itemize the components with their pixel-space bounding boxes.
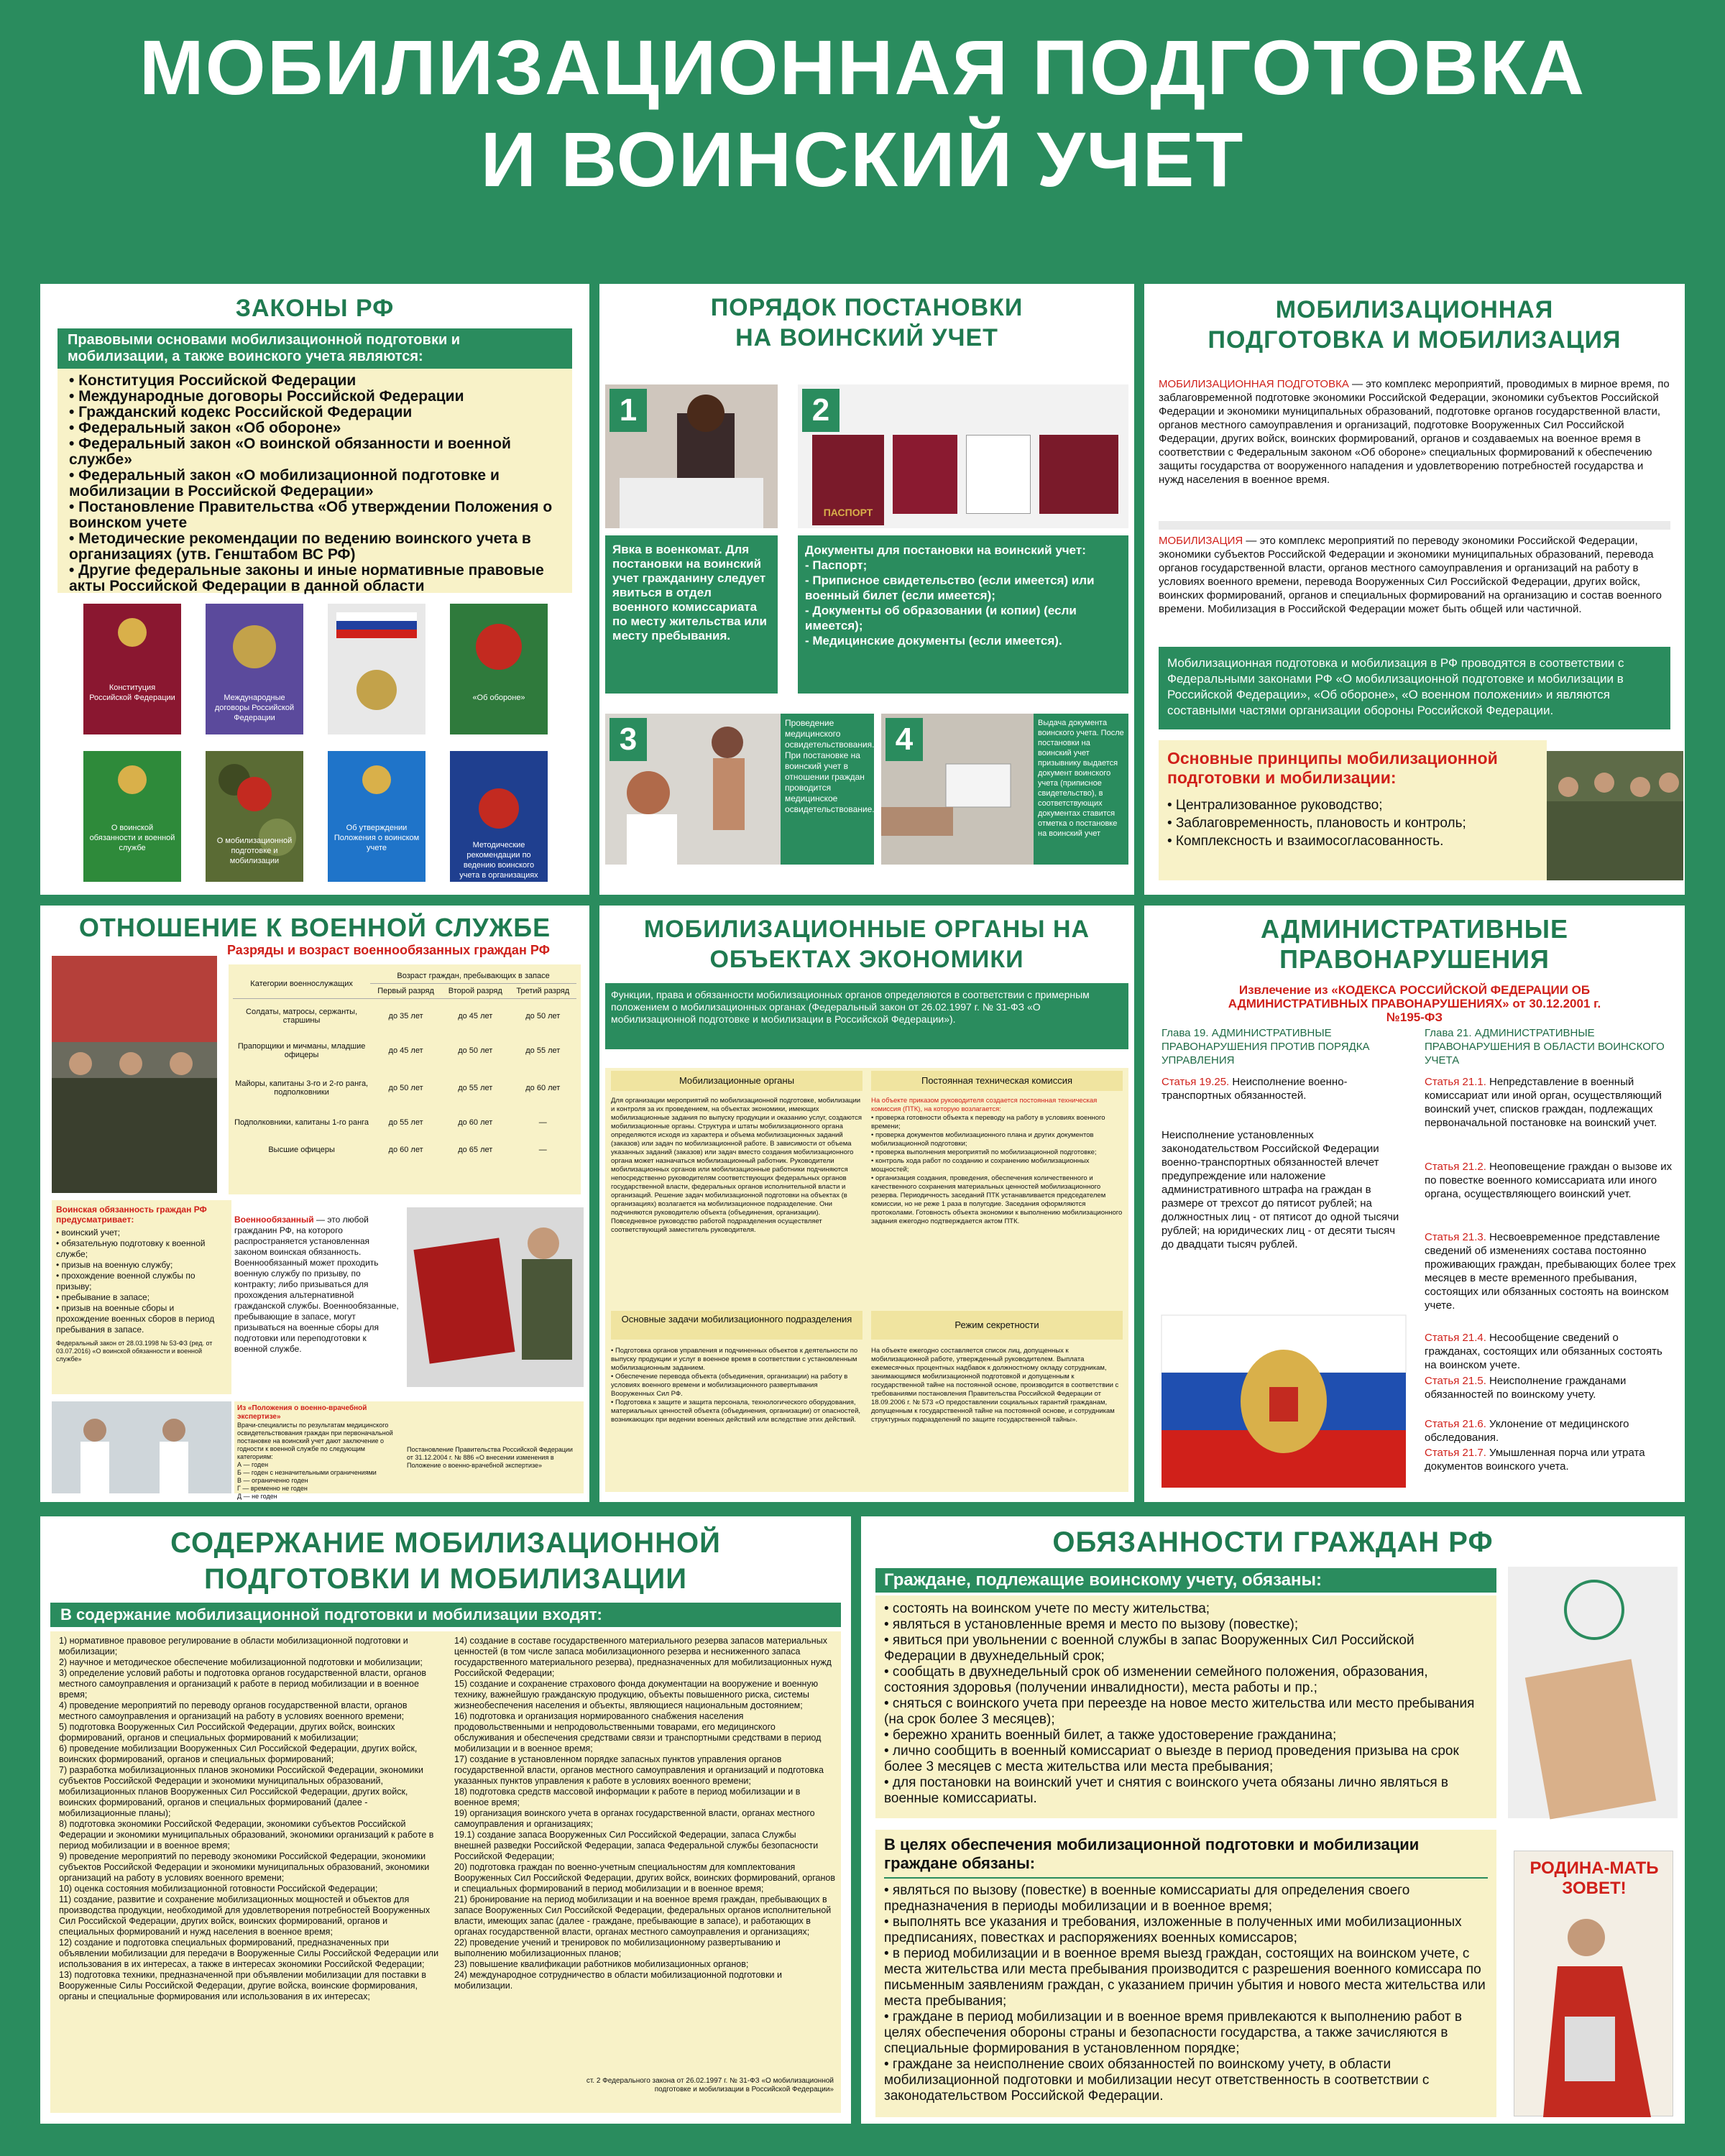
- article-number: Статья 19.25.: [1162, 1076, 1230, 1088]
- table-row: [233, 1137, 576, 1163]
- flag-icon: [328, 604, 426, 734]
- document-icon: [1039, 435, 1118, 514]
- duty-item: • бережно хранить военный билет, а также удостоверение гражданина;: [884, 1728, 1337, 1743]
- medical-commission-photo: [52, 1401, 231, 1493]
- laws-panel: [40, 284, 589, 895]
- duty-item: • лично сообщить в военный комиссариат о выезде в период проведения призыва на срок более 3 месяцев с места жительства или места пребывания;: [884, 1743, 1459, 1774]
- duties-bar-1: Граждане, подлежащие воинскому учету, обязаны:: [875, 1568, 1496, 1593]
- table-cell: до 60 лет: [388, 1145, 423, 1154]
- article-text: Неоповещение граждан о вызове их по повестке военного комиссариата или иного органа, осуществляющего воинский учет.: [1425, 1161, 1673, 1200]
- step1-text: Явка в военкомат. Для постановки на воинский учет гражданину следует явиться в отдел военного комиссариата по месту жительства или месту пребывания.: [605, 535, 778, 694]
- table-cell: до 55 лет: [388, 1118, 423, 1127]
- duty-law: Федеральный закон от 28.03.1998 № 53-ФЗ (ред. от 03.07.2016) «О воинской обязанности и военной службе»: [56, 1340, 213, 1363]
- definition-text: — это комплекс мероприятий по переводу экономики Российской Федерации, экономики субъектов Российской Федерации и экономики муниципальных образований, перевода органов государственной власти, органов местного самоуправления и организаций на работу в условиях военного времени, перевода Вооруженных Сил Российской Федерации, других войск, воинских формирований, органов и специальных формирований на организацию и состав военного времени. Мобилизация в Российской Федерации может быть общей или частичной.: [1159, 535, 1662, 615]
- organs-text: Для организации мероприятий по мобилизационной подготовке, мобилизации и контроля за их проведением, на объектах экономики, имеющих мобилизационные задания по выпуску продукции и оказанию услуг, создаются мобилизационные органы. Структура и штаты мобилизационного органа определяются исходя из характера и объема мобилизационных заданий (заказов) или задач по мобилизационной работе. В зависимости от объема указанных заданий (заказов) или задач вместо создания мобилизационного органа может назначаться мобилизационный работник. Руководители мобилизационных органов или мобилизационные работники подчиняются непосредственно руководителям соответствующих федеральных органов государственной власти, федеральных органов исполнительной власти и организаций. Решение задач мобилизационной подготовки на объектах (в организациях) возлагается на мобилизационное подразделение. Они подчиняются руководителю объекта (объединения, организации). Повседневное руководство работой подразделения осуществляет соответствующий заместитель руководителя.: [611, 1097, 862, 1234]
- step3-photo: [605, 714, 781, 865]
- book-recommendations: [450, 751, 548, 882]
- article-number: Статья 21.5.: [1425, 1375, 1486, 1387]
- articles-21: [1425, 1075, 1676, 1475]
- article-21-6: [1425, 1417, 1676, 1446]
- admin-title: АДМИНИСТРАТИВНЫЕ ПРАВОНАРУШЕНИЯ: [1261, 914, 1568, 974]
- table-row: [233, 1108, 576, 1137]
- book-label: Конституция Российской Федерации: [89, 683, 175, 702]
- military-id-icon: [407, 1207, 584, 1387]
- book-label: Международные договоры Российской Федерации: [214, 694, 295, 722]
- article-21-7: [1425, 1446, 1676, 1475]
- article-text: Несообщение сведений о гражданах, состоящих или обязанных состоять на воинском учете.: [1425, 1332, 1662, 1371]
- book-military-duty: [83, 751, 181, 882]
- article-21-3: [1425, 1230, 1676, 1331]
- law-item: • Другие федеральные законы и иные нормативные правовые акты Российской Федерации в данной области: [69, 562, 544, 594]
- table-header: Второй разряд: [441, 984, 510, 999]
- duty-item: • граждане в период мобилизации и в военное время привлекаются к выполнению работ в целях обеспечения обороны страны и безопасности государства, а также зачисляются в специальные формирования в установленном порядке;: [884, 2009, 1462, 2056]
- organs-header: Мобилизационные органы: [611, 1071, 862, 1091]
- mobilization-panel: [1144, 284, 1685, 895]
- law-item: • Постановление Правительства «Об утверждении Положения о воинском учете: [69, 499, 553, 531]
- organs-text: • Подготовка органов управления и подчиненных объектов к деятельности по выпуску продукции и услуг в военное время в соответствии с установленным мобилизационным заданием. • Обеспечение перевода объекта (объединения, организации) на работу в условиях военного времени и мобилизационного развертывания Вооруженных Сил РФ. • Подготовка к защите и защита персонала, технологического оборудования, материальных ценностей объекта (объединения, организации) от опасностей, возникающих при ведении военных действий или вследствие этих действий.: [611, 1347, 861, 1424]
- table-cell: до 65 лет: [458, 1145, 493, 1154]
- table-cell: до 45 лет: [388, 1046, 423, 1055]
- law-item: • Гражданский кодекс Российской Федерации: [69, 404, 413, 420]
- duty-item: • являться в установленные время и место по вызову (повестке);: [884, 1617, 1299, 1632]
- table-cell: Майоры, капитаны 3-го и 2-го ранга, подполковники: [235, 1079, 369, 1097]
- book-constitution: [83, 604, 181, 734]
- content-body: [50, 1631, 841, 2113]
- step2-text: Документы для постановки на воинский учет: - Паспорт; - Приписное свидетельство (если имеется) или военный билет (если имеется); - Документы об образовании (и копии) (если имеется); - Медицинские документы (если имеется).: [798, 535, 1128, 694]
- organs-header: Режим секретности: [871, 1311, 1123, 1340]
- book-label: О мобилизационной подготовке и мобилизации: [216, 837, 293, 865]
- term-highlight: МОБИЛИЗАЦИОННАЯ ПОДГОТОВКА: [1159, 378, 1349, 390]
- organs-header: Основные задачи мобилизационного подразделения: [611, 1311, 862, 1340]
- chapter-19: Глава 19. АДМИНИСТРАТИВНЫЕ ПРАВОНАРУШЕНИЯ ПРОТИВ ПОРЯДКА УПРАВЛЕНИЯ: [1162, 1027, 1370, 1067]
- emblem-icon: [83, 751, 181, 882]
- content-panel: [40, 1516, 851, 2124]
- passport-icon: ПАСПОРТ: [812, 435, 884, 525]
- table-cell: до 60 лет: [525, 1083, 561, 1092]
- organs-header: Постоянная техническая комиссия: [871, 1071, 1123, 1091]
- page-title-line2: И ВОИНСКИЙ УЧЕТ: [480, 116, 1245, 203]
- duty-text: • воинский учет; • обязательную подготовку к военной службе; • призыв на военную службу; • прохождение военной службы по призыву; • пребывание в запасе; • призыв на военные сборы и прохождение военных сборов в период пребывания в запасе.: [56, 1227, 215, 1335]
- definition-text: — это комплекс мероприятий, проводимых в мирное время, по заблаговременной подготовке экономики Российской Федерации, экономики субъектов Российской Федерации и экономики муниципальных образований, подготовке органов государственной власти, органов местного самоуправления и организаций, подготовке Вооруженных Сил Российской Федерации, других войск, воинских формирований, органов и создаваемых на военное время в соответствии с Федеральным законом «Об обороне» специальных формирований к обеспечению защиты государства от вооруженного нападения и удовлетворению потребностей государства и нужд населения в военное время.: [1159, 378, 1670, 486]
- duty-box: [52, 1200, 231, 1394]
- table-cell: до 60 лет: [458, 1118, 493, 1127]
- exam-title: Из «Положения о военно-врачебной экспертизе»: [237, 1404, 367, 1421]
- duty-item: • явиться при увольнении с военной службы в запас Вооруженных Сил Российской Федерации в двухнедельный срок;: [884, 1633, 1414, 1664]
- duty-item: • в период мобилизации и в военное время выезд граждан, состоящих на воинском учете, с места жительства или места пребывания производится с разрешения военного комиссара по письменным заявлениям граждан, с указанием причин убытия и нового места жительства или места пребывания;: [884, 1946, 1486, 2009]
- service-title: ОТНОШЕНИЕ К ВОЕННОЙ СЛУЖБЕ: [78, 913, 551, 942]
- step4-photo: [881, 714, 1034, 865]
- table-cell: —: [538, 1118, 547, 1127]
- duty-item: • выполнять все указания и требования, изложенные в полученных ими мобилизационных предписаниях, повестках и распоряжениях военных комиссаров;: [884, 1915, 1462, 1945]
- table-cell: до 45 лет: [458, 1011, 493, 1021]
- table-cell: Солдаты, матросы, сержанты, старшины: [246, 1007, 358, 1025]
- principle-item: • Централизованное руководство;: [1167, 798, 1383, 813]
- article-19-25: [1162, 1075, 1406, 1102]
- article-number: Статья 21.6.: [1425, 1418, 1486, 1430]
- step2-photo: [798, 384, 1128, 528]
- duties-list-1: [875, 1595, 1496, 1818]
- duty-item: • для постановки на воинский учет и снятия с воинского учета обязаны лично являться в военные комиссариаты.: [884, 1775, 1449, 1806]
- principles-title: Основные принципы мобилизационной подготовки и мобилизации:: [1167, 749, 1498, 787]
- russian-flag: [1162, 1315, 1406, 1488]
- principles-box: [1159, 740, 1547, 880]
- article-19-25-text: Неисполнение установленных законодательством Российской Федерации военно-транспортных обязанностей влечет предупреждение или наложение административного штрафа на граждан в размере от трехсот до пятисот рублей; на должностных лиц - от пятисот до одной тысячи рублей; на юридических лиц - от десяти тысяч до двадцати тысяч рублей.: [1162, 1129, 1399, 1250]
- article-text: Непредставление в военный комиссариат или иной орган, осуществляющий воинский учет, списков граждан, подлежащих первоначальной постановке на воинский учет.: [1425, 1076, 1662, 1129]
- step3-text: Проведение медицинского освидетельствования. При постановке на воинский учет в отношении граждан проводится медицинское освидетельствование.: [781, 714, 874, 865]
- duty-item: • сняться с воинского учета при переезде на новое место жительства или место пребывания (на срок более 3 месяцев);: [884, 1696, 1475, 1727]
- duties-list-2-box: [875, 1830, 1496, 2117]
- principle-item: • Комплексность и взаимосогласованность.: [1167, 834, 1444, 849]
- doctors-icon: [52, 1401, 231, 1493]
- law-item: • Федеральный закон «О мобилизационной подготовке и мобилизации в Российской Федерации»: [69, 467, 500, 499]
- content-law: ст. 2 Федерального закона от 26.02.1997 г. № 31-ФЗ «О мобилизационной подготовке и мобилизации в Российской Федерации»: [586, 2077, 834, 2093]
- table-header: Первый разряд: [370, 984, 441, 999]
- table-header: Категории военнослужащих: [233, 969, 370, 999]
- military-id-icon: [1508, 1567, 1678, 1818]
- definition-text: — это любой гражданин РФ, на которого распространяется установленная законом воинская обязанность. Военнообязанный может проходить военную службу по призыву, по контракту; либо призываться для прохождения альтернативной гражданской службы. Военнообязанные, пребывающие в запасе, могут призываться на военные сборы для подготовки или переподготовки к военной службе.: [234, 1215, 399, 1354]
- organs-grid: [605, 1068, 1128, 1492]
- table-cell: —: [538, 1145, 547, 1154]
- page-title-line1: МОБИЛИЗАЦИОННАЯ ПОДГОТОВКА: [139, 24, 1586, 111]
- emblem-icon: [328, 751, 426, 882]
- term-highlight: МОБИЛИЗАЦИЯ: [1159, 535, 1243, 547]
- duties-list-2: [884, 1883, 1488, 2104]
- article-number: Статья 21.3.: [1425, 1231, 1486, 1243]
- mob-definition-1: [1159, 377, 1670, 487]
- military-service-panel: [40, 906, 589, 1502]
- book-mobilization: [206, 751, 303, 882]
- content-title: СОДЕРЖАНИЕ МОБИЛИЗАЦИОННОЙ ПОДГОТОВКИ И МОБИЛИЗАЦИИ: [170, 1527, 721, 1595]
- mobilization-organs-panel: [599, 906, 1134, 1502]
- content-bar: В содержание мобилизационной подготовки и мобилизации входят:: [50, 1603, 841, 1627]
- table-cell: Высшие офицеры: [268, 1145, 335, 1154]
- article-21-5: [1425, 1374, 1676, 1417]
- service-subtitle: Разряды и возраст военнообязанных граждан РФ: [227, 943, 550, 957]
- order-title: ПОРЯДОК ПОСТАНОВКИ НА ВОИНСКИЙ УЧЕТ: [710, 294, 1024, 351]
- article-text: Неисполнение военно-транспортных обязанностей.: [1162, 1076, 1348, 1102]
- law-item: • Федеральный закон «О воинской обязанности и военной службе»: [69, 436, 511, 468]
- step-number: 4: [886, 718, 923, 761]
- book-regulation: [328, 751, 426, 882]
- table-cell: Подполковники, капитаны 1-го ранга: [234, 1118, 369, 1127]
- law-item: • Федеральный закон «Об обороне»: [69, 420, 341, 436]
- principles-list: [1167, 796, 1538, 850]
- table-header: Возраст граждан, пребывающих в запасе: [370, 969, 576, 984]
- mob-title: МОБИЛИЗАЦИОННАЯ ПОДГОТОВКА И МОБИЛИЗАЦИЯ: [1208, 296, 1622, 354]
- table-cell: до 50 лет: [388, 1083, 423, 1092]
- table-header: Третий разряд: [510, 984, 576, 999]
- duties-bar-2: В целях обеспечения мобилизационной подготовки и мобилизации граждане обязаны:: [884, 1835, 1488, 1879]
- article-number: Статья 21.4.: [1425, 1332, 1486, 1344]
- content-column-1: 1) нормативное правовое регулирование в области мобилизационной подготовки и мобилизации; 2) научное и методическое обеспечение мобилизационной подготовки и мобилизации; 3) определение условий работы и подготовка органов государственной власти, органов местного самоуправления и организаций к работе в период мобилизации и в военное время; 4) проведение мероприятий по переводу органов государственной власти, органов местного самоуправления и организаций на работу в условиях военного времени; 5) подготовка Вооруженных Сил Российской Федерации, других войск, воинских формирований, органов и специальных формирований к мобилизации; 6) проведение мобилизации Вооруженных Сил Российской Федерации, других войск, воинских формирований, органов и специальных формирований; 7) разработка мобилизационных планов экономики Российской Федерации, экономики субъектов Российской Федерации и экономики муниципальных образований, мобилизационных планов Вооруженных Сил Российской Федерации, других войск, воинских формирований, органов и специальных формирований (далее - мобилизационные планы); 8) подготовка экономики Российской Федерации, экономики субъектов Российской Федерации и экономики муниципальных образований, экономики организаций к работе в период мобилизации и в военное время; 9) проведение мероприятий по переводу экономики Российской Федерации, экономики субъектов Российской Федерации и экономики муниципальных образований, экономики организаций на работу в условиях военного времени; 10) оценка состояния мобилизационной готовности Российской Федерации; 11) создание, развитие и сохранение мобилизационных мощностей и объектов для производства продукции, необходимой для удовлетворения потребностей Вооруженных Сил Российской Федерации, других войск, воинских формирований, органов и специальных формирований и нужд населения в военное время; 12) создание и подготовка специальных формирований, предназначенных при объявлении мобилизации для передачи в Вооруженные Силы Российской Федерации или использования в их интересах, а также в интересах экономики Российской Федерации; 13) подготовка техники, предназначенной при объявлении мобилизации для поставки в Вооруженные Силы Российской Федерации, другие войска, воинские формирования, органы и специальные формирования или использования в их интересах;: [59, 1636, 439, 2001]
- table-cell: до 55 лет: [525, 1046, 561, 1055]
- step-number: 1: [610, 389, 647, 432]
- article-21-2: [1425, 1160, 1676, 1230]
- table-cell: до 50 лет: [458, 1046, 493, 1055]
- organs-text: На объекте ежегодно составляется список лиц, допущенных к мобилизационной работе, утвержденный руководителем. Выплата ежемесячных процентных надбавок к должностному окладу сотрудникам, занимающимся мобилизационной подготовкой и допущенным к государственной тайне на постоянной основе, производится в соответствии с требованиями постановления Правительства Российской Федерации от 18.09.2006 г. № 573 «О предоставлении социальных гарантий гражданам, допущенным к государственной тайне на постоянной основе, и сотрудникам структурных подразделений по защите государственной тайны».: [871, 1347, 1119, 1424]
- organs-text: [871, 1097, 1123, 1305]
- law-item: • Конституция Российской Федерации: [69, 372, 356, 389]
- article-number: Статья 21.2.: [1425, 1161, 1486, 1173]
- flag-emblem-icon: [1162, 1315, 1406, 1488]
- table-row: [233, 999, 576, 1033]
- ptk-duties: • проверка готовности объекта к переводу на работу в условиях военного времени; • проверка документов мобилизационного плана и других документов мобилизационной подготовки; • проверка выполнения мероприятий по мобилизационной подготовке; • контроль хода работ по созданию и сохранению мобилизационных мощностей; • организация создания, проведения, обеспечения количественного и качественного сохранения материальных ценностей мобилизационного резерва. Периодичность заседаний ПТК устанавливается председателем комиссии, но не реже 1 раза в полугодие. Заседания оформляются протоколами. Готовность объекта экономики к выполнению мобилизационного задания ежегодно подтверждается актом ПТК.: [871, 1114, 1123, 1225]
- article-number: Статья 21.7.: [1425, 1447, 1486, 1459]
- duty-item: • состоять на воинском учете по месту жительства;: [884, 1601, 1210, 1616]
- law-item: • Методические рекомендации по ведению воинского учета в организациях (утв. Генштабом ВС РФ): [69, 530, 531, 563]
- motherland-poster: [1514, 1851, 1673, 2116]
- table-cell: до 55 лет: [458, 1083, 493, 1092]
- organs-title: МОБИЛИЗАЦИОННЫЕ ОРГАНЫ НА ОБЪЕКТАХ ЭКОНОМИКИ: [643, 916, 1090, 973]
- chapter-21: Глава 21. АДМИНИСТРАТИВНЫЕ ПРАВОНАРУШЕНИЯ В ОБЛАСТИ ВОИНСКОГО УЧЕТА: [1425, 1027, 1665, 1067]
- article-text: Уклонение от медицинского обследования.: [1425, 1418, 1629, 1444]
- content-column-2: 14) создание в составе государственного материального резерва запасов материальных ценностей (в том числе запаса мобилизационного резерва и несниженного запаса государственного материального резерва), предназначенных для мобилизационных нужд Российской Федерации; 15) создание и сохранение страхового фонда документации на вооружение и военную технику, важнейшую гражданскую продукцию, объекты повышенного риска, системы жизнеобеспечения населения и объекты, являющиеся национальным достоянием; 16) подготовка и организация нормированного снабжения населения продовольственными и непродовольственными товарами, его медицинского обслуживания и обеспечения средствами связи и транспортными средствами в период мобилизации и в военное время; 17) создание в установленном порядке запасных пунктов управления органов государственной власти, органов местного самоуправления и организаций и подготовка указанных пунктов управления к работе в условиях военного времени; 18) подготовка средств массовой информации к работе в период мобилизации и в военное время; 19) организация воинского учета в органах государственной власти, органах местного самоуправления и организациях; 19.1) создание запаса Вооруженных Сил Российской Федерации, запаса Службы внешней разведки Российской Федерации, запаса Федеральной службы безопасности Российской Федерации; 20) подготовка граждан по военно-учетным специальностям для комплектования Вооруженных Сил Российской Федерации, других войск, воинских формирований, органов и специальных формирований в период мобилизации и в военное время; 21) бронирование на период мобилизации и на военное время граждан, пребывающих в запасе Вооруженных Сил Российской Федерации, федеральных органов исполнительной власти, имеющих запас (далее - граждане, пребывающие в запасе), и работающих в органах государственной власти, органах местного самоуправления и организациях; 22) проведение учений и тренировок по мобилизационному развертыванию и выполнению мобилизационных планов; 23) повышение квалификации работников мобилизационных органов; 24) международное сотрудничество в области мобилизационной подготовки и мобилизации.: [454, 1636, 835, 1991]
- duty-item: • граждане за неисполнение своих обязанностей по воинскому учету, в области мобилизационной подготовки и мобилизации несут ответственность в соответствии с законодательством Российской Федерации.: [884, 2057, 1430, 2104]
- citizens-duties-panel: [861, 1516, 1685, 2124]
- military-id-hand-photo: [1508, 1567, 1678, 1818]
- ranks-table-box: [229, 964, 581, 1194]
- emblem-icon: [450, 604, 548, 734]
- admin-extract: Извлечение из «КОДЕКСА РОССИЙСКОЙ ФЕДЕРАЦИИ ОБ АДМИНИСТРАТИВНЫХ ПРАВОНАРУШЕНИЯХ» от 30.12.2001 г. №195-ФЗ: [1228, 983, 1601, 1024]
- exam-law: Постановление Правительства Российской Федерации от 31.12.2004 г. № 886 «О внесении изменения в Положение о военно-врачебной экспертизе»: [407, 1446, 573, 1469]
- book-label: Об утверждении Положения о воинском учете: [334, 824, 420, 852]
- step4-text: Выдача документа воинского учета. После постановки на воинский учет призывнику выдается документ воинского учета (приписное свидетельство), в соответствующих документах ставится отметка о постановке на воинский учет: [1034, 714, 1128, 865]
- step-number: 2: [802, 389, 840, 432]
- book-label: «Об обороне»: [472, 694, 525, 702]
- soldiers-photo: [1547, 751, 1683, 880]
- mob-definition-2: [1159, 521, 1670, 650]
- article-text: Умышленная порча или утрата документов воинского учета.: [1425, 1447, 1645, 1473]
- duty-title: Воинская обязанность граждан РФ предусматривает:: [56, 1204, 207, 1225]
- soldiers-parade-photo: [52, 956, 217, 1193]
- book-civil-code: [328, 604, 426, 734]
- page-title: [0, 22, 1725, 206]
- step1-photo: [605, 384, 778, 528]
- article-text: Несвоевременное представление сведений об изменениях состава постоянно проживающих граждан, пребывающих более трех месяцев в месте временного пребывания, состоящих или обязанных состоять на воинском учете.: [1425, 1231, 1676, 1312]
- exam-text: Врачи-специалисты по результатам медицинского освидетельствования граждан при первоначальной постановке на воинский учет дают заключение о годности к военной службе по следующим категориям: А — годен Б — годен с незначительными ограничениями В — ограниченно годен Г — временно не годен Д — не годен: [237, 1422, 393, 1500]
- duty-item: • сообщать в двухнедельный срок об изменении семейного положения, образования, состояния здоровья (получении инвалидности), места работы и пр.;: [884, 1664, 1428, 1695]
- document-icon: [966, 435, 1031, 514]
- book-treaties: [206, 604, 303, 734]
- admin-offenses-panel: [1144, 906, 1685, 1502]
- book-defense: [450, 604, 548, 734]
- article-21-4: [1425, 1331, 1676, 1374]
- liable-definition: [234, 1215, 400, 1401]
- article-text: Неисполнение гражданами обязанностей по воинскому учету.: [1425, 1375, 1627, 1401]
- table-row: [233, 1068, 576, 1108]
- soldiers-icon: [1547, 751, 1683, 880]
- table-cell: Прапорщики и мичманы, младшие офицеры: [237, 1041, 366, 1059]
- duty-item: • являться по вызову (повестке) в военные комиссариаты для определения своего предназначения в периоды мобилизации и в военное время;: [884, 1883, 1410, 1914]
- law-item: • Международные договоры Российской Федерации: [69, 388, 464, 405]
- table-cell: до 50 лет: [525, 1011, 561, 1021]
- soldiers-icon: [52, 956, 217, 1193]
- organs-intro: Функции, права и обязанности мобилизационных органов определяются в соответствии с примерным положением о мобилизационных органах (Федеральный закон от 26.02.1997 г. № 31-ФЗ «О мобилизационной подготовке и мобилизации в Российской Федерации»).: [605, 983, 1128, 1049]
- military-id-photo: [407, 1207, 584, 1387]
- mob-laws-box: Мобилизационная подготовка и мобилизация в РФ проводятся в соответствии с Федеральными законами РФ «О мобилизационной подготовке и мобилизации в Российской Федерации», «Об обороне», «О военном положении» и являются составными частями организации обороны Российской Федерации.: [1159, 647, 1670, 729]
- document-icon: [893, 435, 957, 514]
- duties-title: ОБЯЗАННОСТИ ГРАЖДАН РФ: [1052, 1526, 1494, 1558]
- registration-order-panel: [599, 284, 1134, 895]
- laws-list: [58, 369, 572, 593]
- article-21-1: [1425, 1075, 1676, 1160]
- term-highlight: На объекте приказом руководителя создается постоянная техническая комиссия (ПТК), на которую возлагается:: [871, 1097, 1098, 1113]
- term-highlight: Военнообязанный: [234, 1215, 314, 1225]
- laws-title: ЗАКОНЫ РФ: [235, 295, 395, 322]
- poster-caption: РОДИНА-МАТЬ ЗОВЕТ!: [1530, 1858, 1659, 1898]
- book-label: О воинской обязанности и военной службе: [89, 824, 175, 852]
- principle-item: • Заблаговременность, плановость и контроль;: [1167, 816, 1466, 831]
- ranks-table: [233, 969, 576, 1163]
- step-number: 3: [610, 718, 647, 761]
- article-number: Статья 21.1.: [1425, 1076, 1486, 1088]
- exam-box: [234, 1401, 584, 1500]
- table-row: [233, 1033, 576, 1068]
- emblem-icon: [83, 604, 181, 734]
- laws-intro: Правовыми основами мобилизационной подготовки и мобилизации, а также воинского учета являются:: [58, 328, 572, 369]
- table-cell: до 35 лет: [388, 1011, 423, 1021]
- book-label: Методические рекомендации по ведению воинского учета в организациях: [459, 841, 538, 880]
